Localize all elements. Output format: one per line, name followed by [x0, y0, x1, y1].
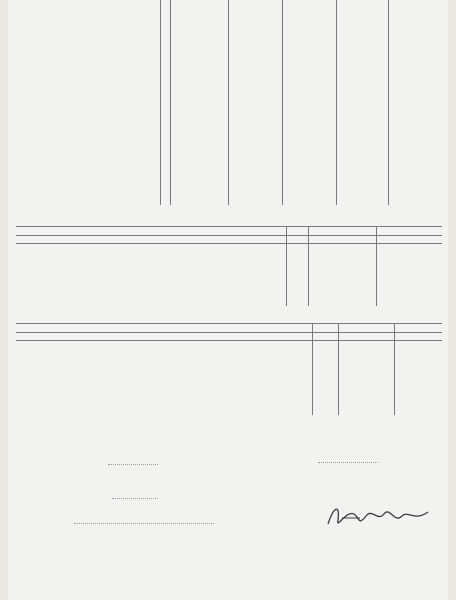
section4-sub-rule: [16, 340, 442, 341]
top-table-divider-5: [388, 0, 389, 205]
section4-top-rule: [16, 323, 442, 324]
spravki-v45-line: [108, 464, 158, 465]
section3-div-1: [286, 226, 287, 306]
top-table-divider-num: [170, 0, 171, 205]
section3-header-rule: [16, 235, 442, 236]
top-table-divider-4: [336, 0, 337, 205]
section3-sub-rule: [16, 243, 442, 244]
top-table-divider-2: [228, 0, 229, 205]
spravki-v46-line: [318, 462, 378, 463]
section3-div-3: [376, 226, 377, 306]
section4-header-rule: [16, 332, 442, 333]
form-sheet: [8, 0, 448, 600]
section3-top-rule: [16, 226, 442, 227]
signature: [324, 500, 434, 534]
section4-div-1: [312, 323, 313, 415]
date-line: [74, 523, 214, 524]
section4-div-2: [338, 323, 339, 415]
top-table-divider-3: [282, 0, 283, 205]
section4-div-3: [394, 323, 395, 415]
top-table-divider-label: [160, 0, 161, 205]
section3-div-2: [308, 226, 309, 306]
spravki-v47-line: [112, 498, 158, 499]
